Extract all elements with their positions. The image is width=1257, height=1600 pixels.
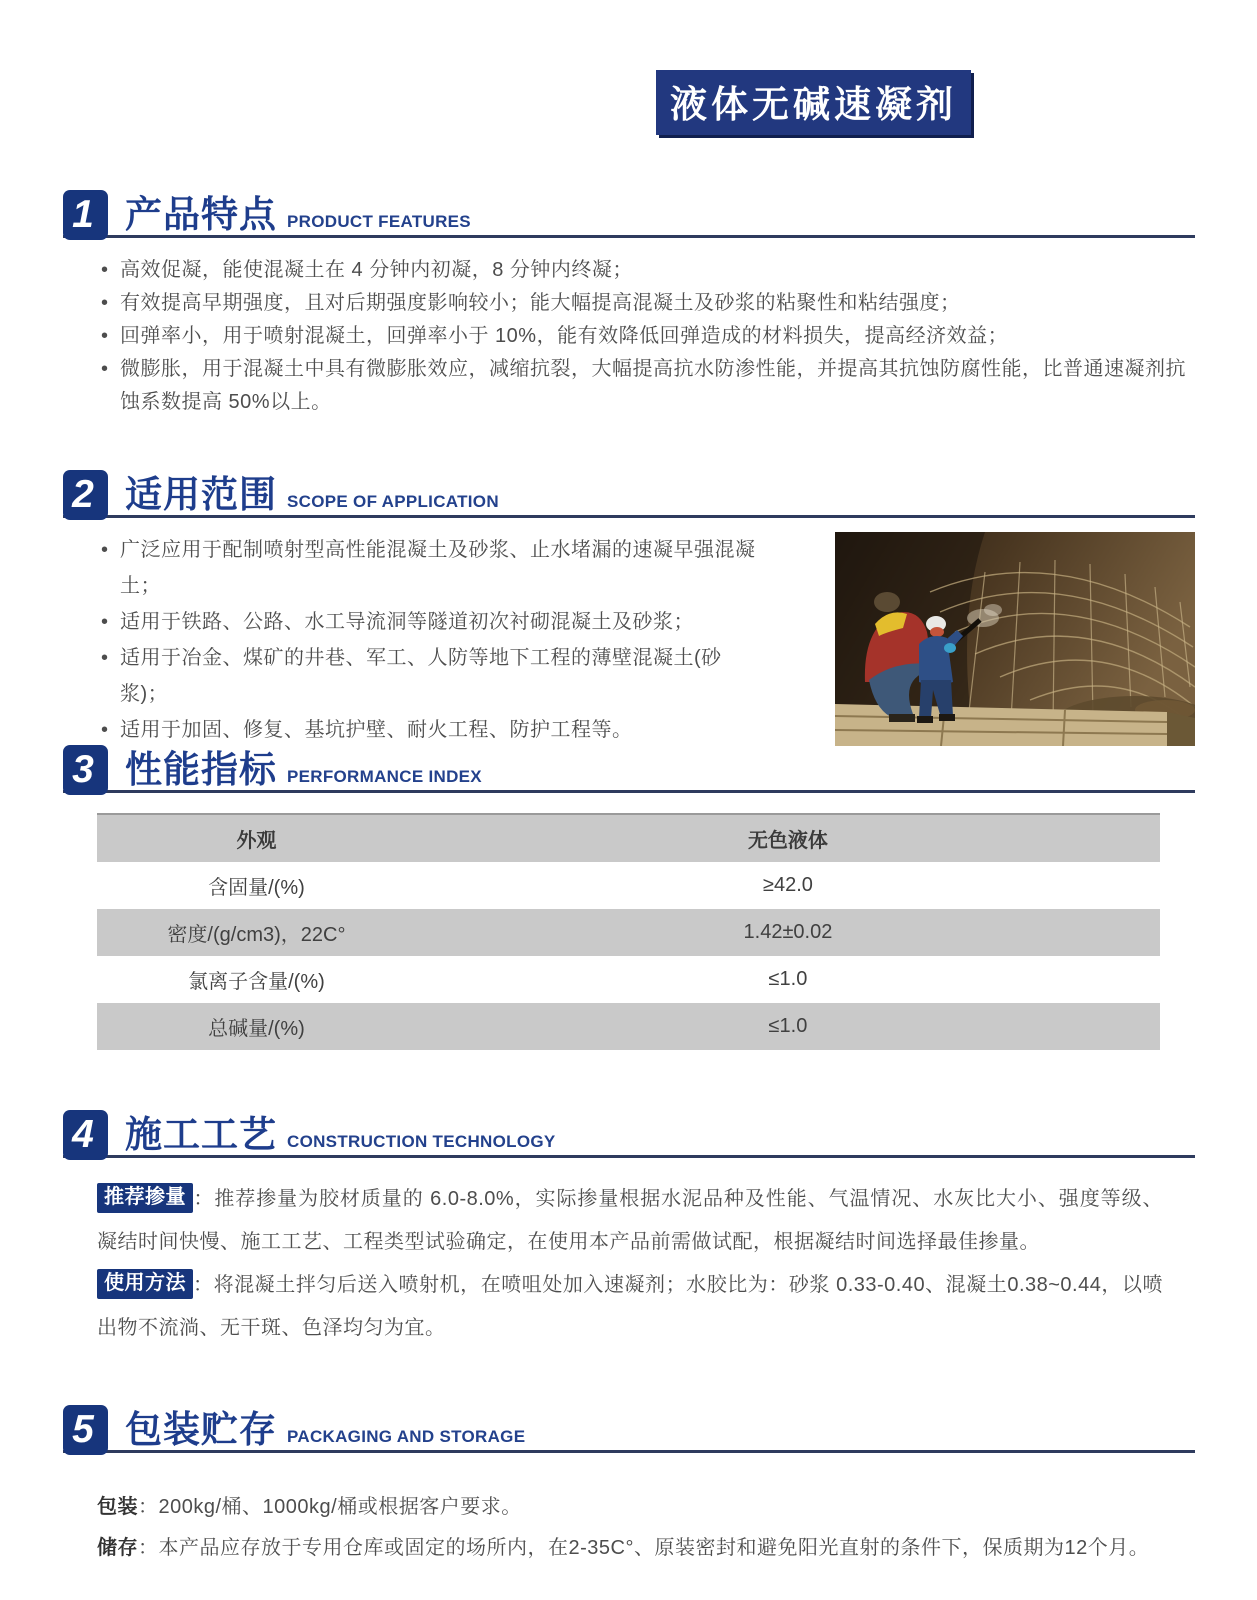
section-title-zh: 性能指标	[125, 749, 277, 790]
section-header	[63, 190, 1195, 238]
dosage-badge: 推荐掺量	[97, 1183, 193, 1213]
packaging-label: 包装	[97, 1496, 138, 1518]
table-cell: 密度/(g/cm3)，22C°	[97, 909, 416, 956]
usage-badge: 使用方法	[97, 1269, 193, 1299]
list-item: • 高效促凝，能使混凝土在 4 分钟内初凝，8 分钟内终凝；	[101, 254, 1195, 287]
section-title-zh: 施工工艺	[125, 1114, 277, 1155]
table-cell: ≤1.0	[416, 956, 1160, 1003]
table-row	[97, 862, 1160, 909]
dosage-text: ：推荐掺量为胶材质量的 6.0-8.0%，实际掺量根据水泥品种及性能、气温情况、水灰比大小、强度等级、凝结时间快慢、施工工艺、工程类型试验确定，在使用本产品前需做试配，根据凝结时间选择最佳掺量。	[97, 1188, 1163, 1253]
list-item: • 回弹率小，用于喷射混凝土，回弹率小于 10%，能有效降低回弹造成的材料损失，提高经济效益；	[101, 320, 1195, 353]
list-item: • 广泛应用于配制喷射型高性能混凝土及砂浆、止水堵漏的速凝早强混凝土；	[101, 532, 761, 604]
section-header	[63, 470, 1195, 518]
list-item: • 适用于铁路、公路、水工导流洞等隧道初次衬砌混凝土及砂浆；	[101, 604, 761, 640]
application-list	[101, 532, 761, 748]
dosage-paragraph	[97, 1178, 1163, 1264]
list-item: • 适用于冶金、煤矿的井巷、军工、人防等地下工程的薄壁混凝土(砂浆)；	[101, 640, 761, 712]
table-row	[97, 1003, 1160, 1050]
section-header	[63, 1110, 1195, 1158]
section-scope-of-application	[63, 470, 1195, 748]
storage-line	[97, 1528, 1177, 1569]
packaging-text: ：200kg/桶、1000kg/桶或根据客户要求。	[138, 1496, 522, 1518]
section-number-badge: 5	[63, 1405, 108, 1455]
storage-text: ：本产品应存放于专用仓库或固定的场所内，在2-35C°、原装密封和避免阳光直射的条件下，保质期为12个月。	[138, 1537, 1150, 1559]
usage-text: ：将混凝土拌匀后送入喷射机，在喷咀处加入速凝剂；水胶比为：砂浆 0.33-0.40、混凝土0.38~0.44，以喷出物不流淌、无干斑、色泽均匀为宜。	[97, 1274, 1163, 1339]
usage-paragraph	[97, 1264, 1163, 1350]
list-item: • 适用于加固、修复、基坑护壁、耐火工程、防护工程等。	[101, 712, 761, 748]
table-header-cell: 外观	[97, 814, 416, 862]
section-number-badge: 2	[63, 470, 108, 520]
page-title: 液体无碱速凝剂	[656, 70, 971, 135]
table-cell: ≤1.0	[416, 1003, 1160, 1050]
section-header	[63, 1405, 1195, 1453]
section-title-zh: 产品特点	[125, 194, 277, 235]
section-title-en: CONSTRUCTION TECHNOLOGY	[287, 1132, 556, 1151]
table-cell: 含固量/(%)	[97, 862, 416, 909]
packaging-line	[97, 1487, 1177, 1528]
section-title-en: PACKAGING AND STORAGE	[287, 1427, 526, 1446]
section-number-badge: 1	[63, 190, 108, 240]
section-performance-index	[63, 745, 1195, 1050]
feature-list	[101, 254, 1195, 419]
section-header	[63, 745, 1195, 793]
table-header-cell: 无色液体	[416, 814, 1160, 862]
list-item: • 有效提高早期强度，且对后期强度影响较小；能大幅提高混凝土及砂浆的粘聚性和粘结强度；	[101, 287, 1195, 320]
section-title-en: PERFORMANCE INDEX	[287, 767, 482, 786]
table-cell: 氯离子含量/(%)	[97, 956, 416, 1003]
table-row	[97, 956, 1160, 1003]
section-title-zh: 适用范围	[125, 474, 277, 515]
table-row	[97, 909, 1160, 956]
table-cell: ≥42.0	[416, 862, 1160, 909]
section-number-badge: 3	[63, 745, 108, 795]
section-packaging-storage	[63, 1405, 1195, 1569]
performance-table	[97, 813, 1160, 1050]
section-number-badge: 4	[63, 1110, 108, 1160]
section-title-zh: 包装贮存	[125, 1409, 277, 1450]
list-item: • 微膨胀，用于混凝土中具有微膨胀效应，减缩抗裂，大幅提高抗水防渗性能，并提高其抗蚀防腐性能，比普通速凝剂抗蚀系数提高 50%以上。	[101, 353, 1195, 419]
tunnel-shotcrete-photo	[835, 532, 1195, 746]
section-title-en: PRODUCT FEATURES	[287, 212, 471, 231]
table-cell: 总碱量/(%)	[97, 1003, 416, 1050]
section-title-en: SCOPE OF APPLICATION	[287, 492, 499, 511]
table-header-row	[97, 814, 1160, 862]
storage-label: 储存	[97, 1537, 138, 1559]
table-cell: 1.42±0.02	[416, 909, 1160, 956]
section-construction-technology	[63, 1110, 1195, 1350]
section-product-features	[63, 190, 1195, 419]
